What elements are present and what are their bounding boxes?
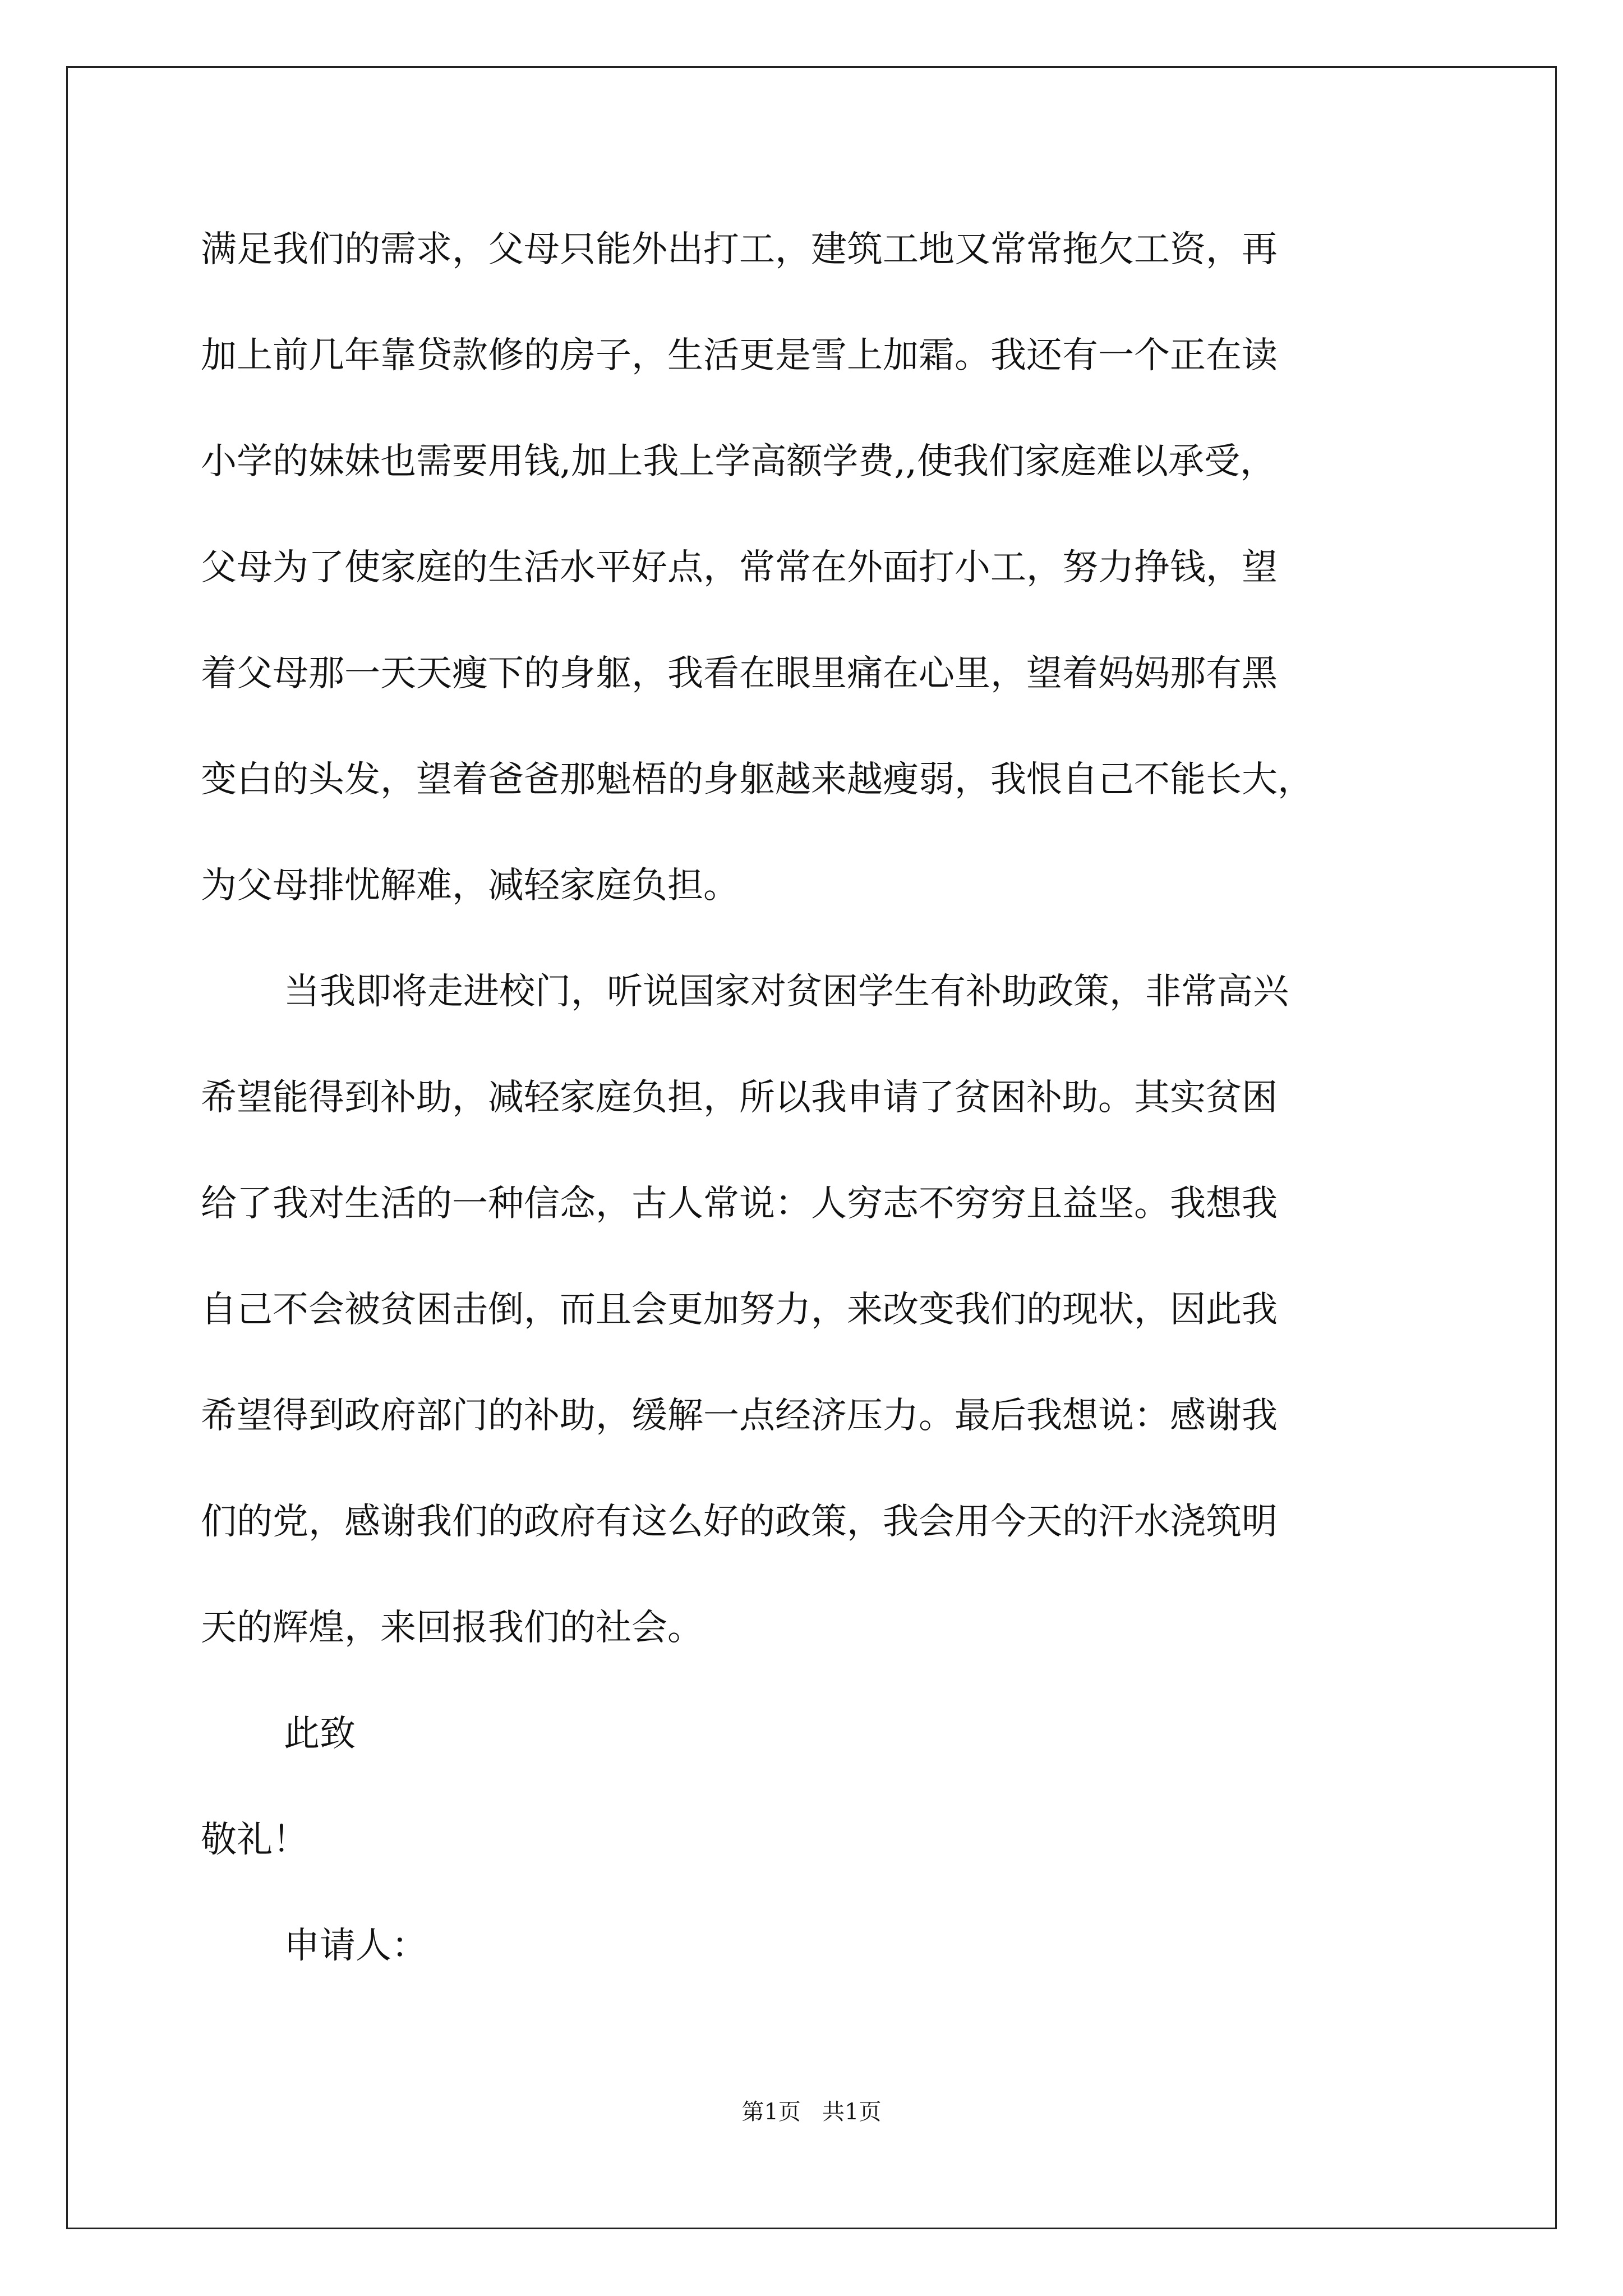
page-number-footer: 第1页 共1页: [741, 2099, 882, 2125]
paragraph-line: 变白的头发，望着爸爸那魁梧的身躯越来越瘦弱，我恨自己不能长大，: [201, 759, 1313, 800]
paragraph-line: 自己不会被贫困击倒，而且会更加努力，来改变我们的现状，因此我: [201, 1289, 1278, 1331]
paragraph-line: 希望得到政府部门的补助，缓解一点经济压力。最后我想说：感谢我: [201, 1395, 1278, 1437]
closing-salutation: 此致: [284, 1713, 356, 1755]
paragraph-line: 满足我们的需求，父母只能外出打工，建筑工地又常常拖欠工资，再: [201, 229, 1278, 270]
closing-respect: 敬礼！: [201, 1819, 308, 1861]
paragraph-line: 天的辉煌，来回报我们的社会。: [201, 1607, 703, 1649]
paragraph-line: 给了我对生活的一种信念，古人常说：人穷志不穷穷且益坚。我想我: [201, 1183, 1278, 1225]
paragraph-line: 当我即将走进校门，听说国家对贫困学生有补助政策，非常高兴: [284, 971, 1289, 1013]
paragraph-line: 希望能得到补助，减轻家庭负担，所以我申请了贫困补助。其实贫困: [201, 1077, 1278, 1119]
applicant-signature-label: 申请人：: [284, 1925, 427, 1967]
paragraph-line: 着父母那一天天瘦下的身躯，我看在眼里痛在心里，望着妈妈那有黑: [201, 653, 1278, 694]
paragraph-line: 为父母排忧解难，减轻家庭负担。: [201, 865, 739, 907]
page-border: [66, 66, 1557, 2229]
paragraph-line: 们的党，感谢我们的政府有这么好的政策，我会用今天的汗水浇筑明: [201, 1501, 1278, 1543]
paragraph-line: 加上前几年靠贷款修的房子，生活更是雪上加霜。我还有一个正在读: [201, 335, 1278, 376]
paragraph-line: 父母为了使家庭的生活水平好点，常常在外面打小工，努力挣钱，望: [201, 547, 1278, 588]
paragraph-line: 小学的妹妹也需要用钱,加上我上学高额学费,,使我们家庭难以承受，: [201, 441, 1276, 482]
